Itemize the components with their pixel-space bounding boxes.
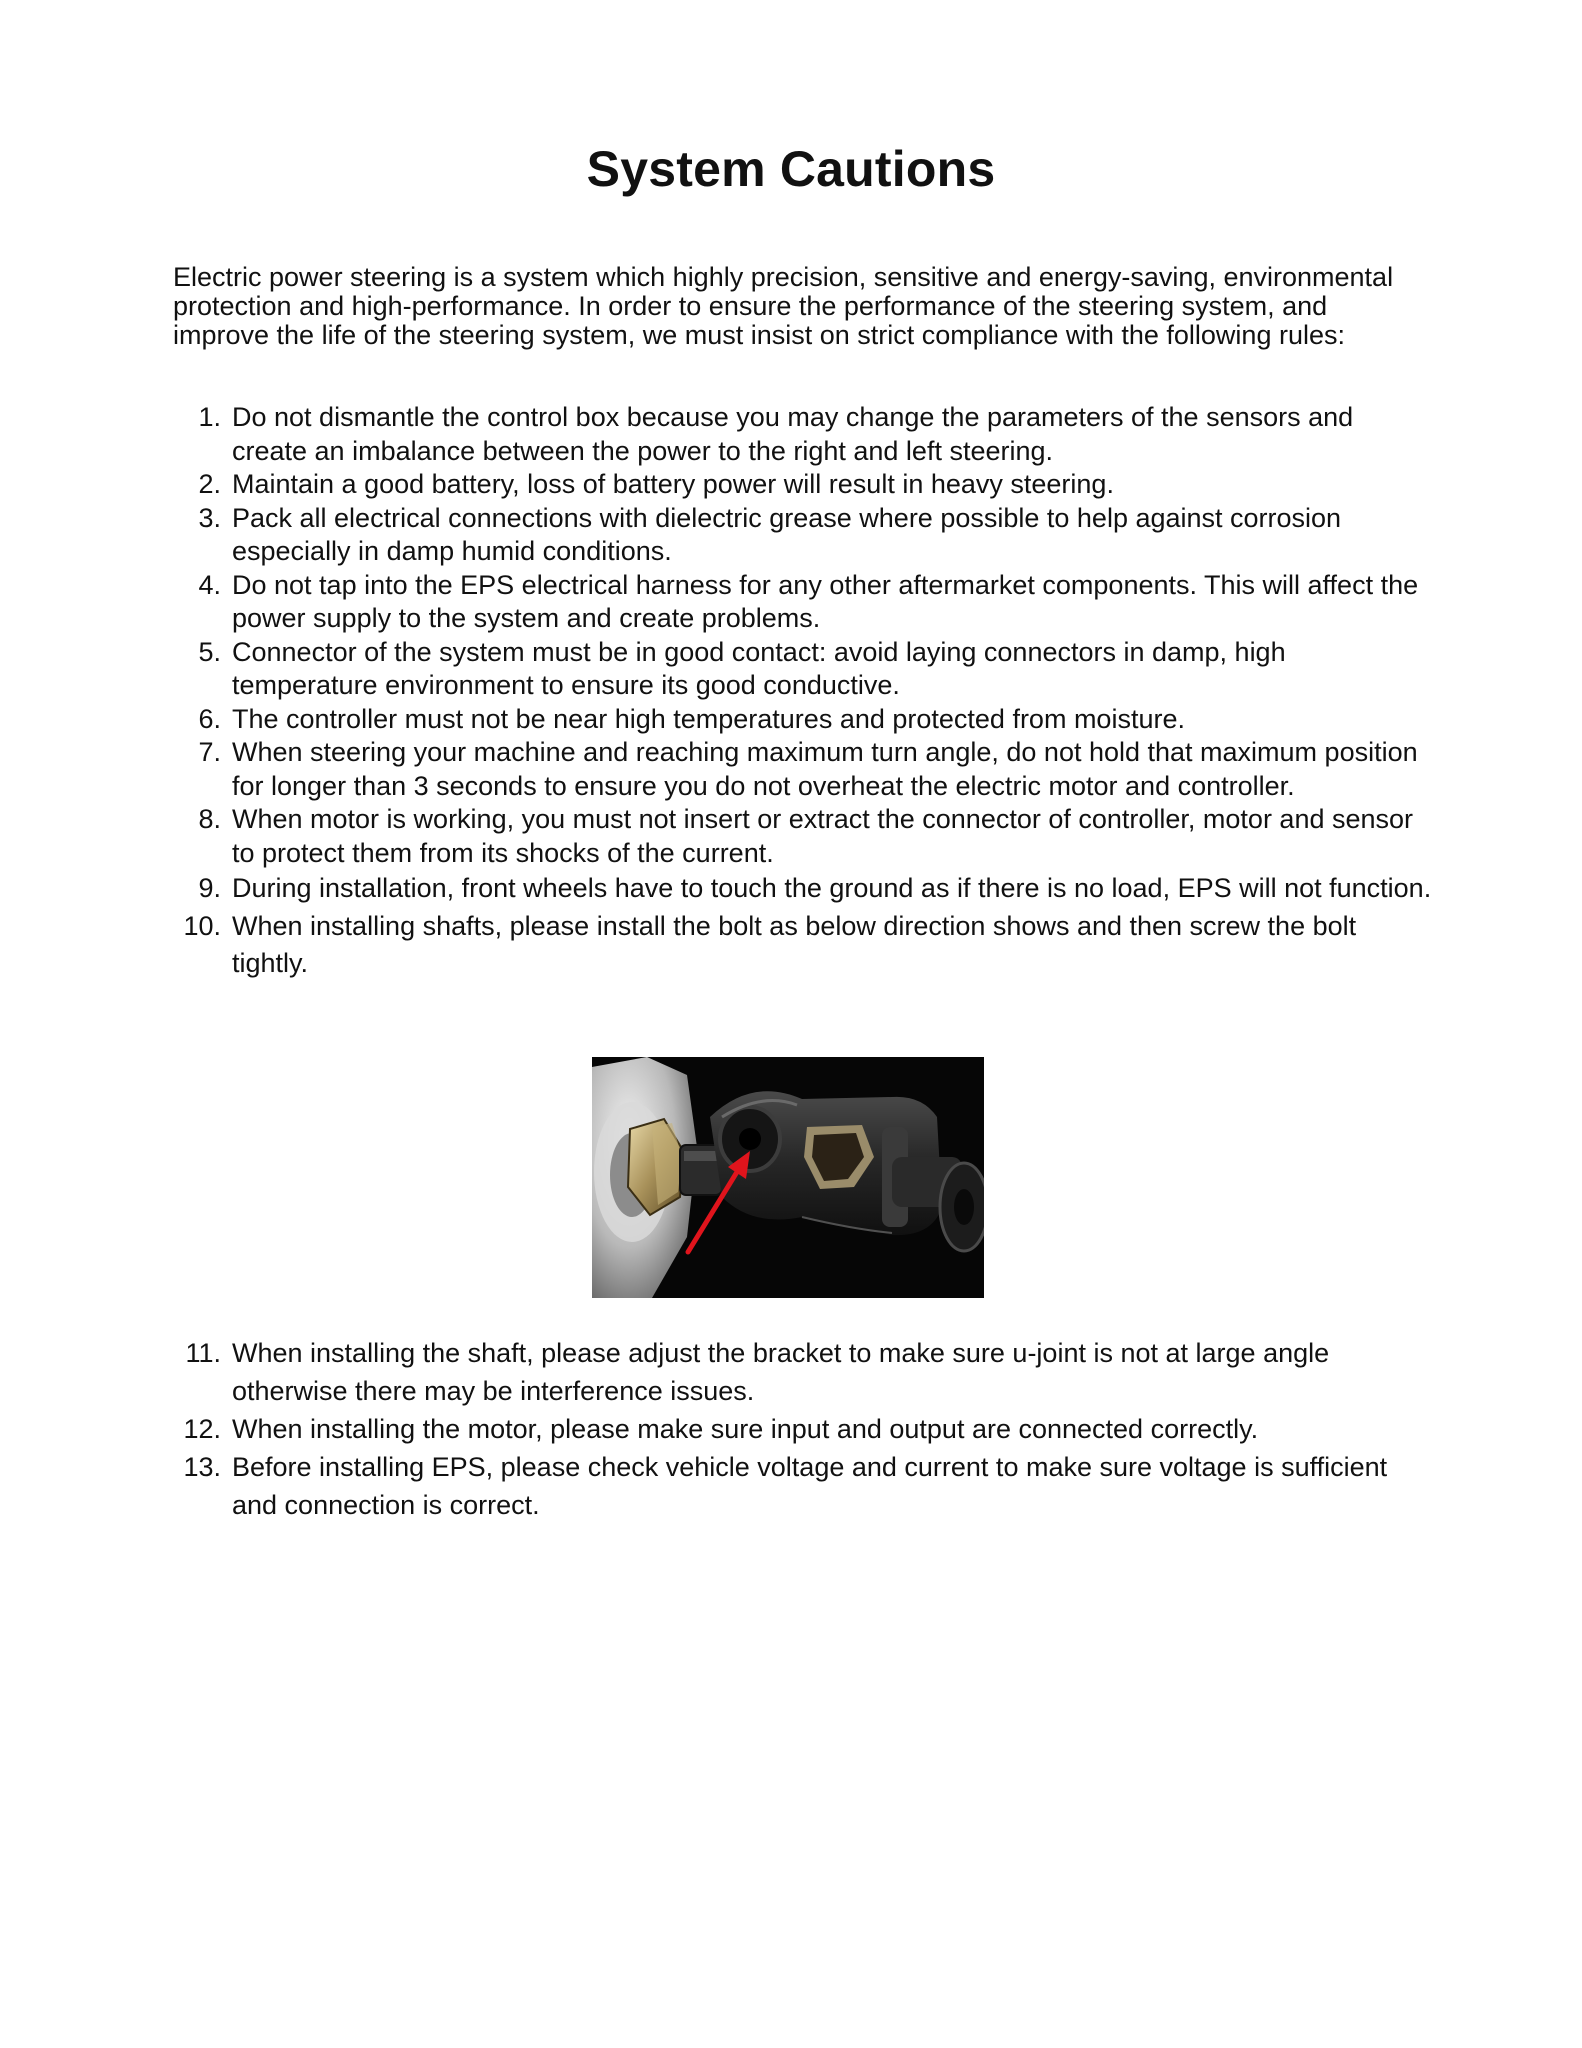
list-item [173, 908, 1433, 983]
list-item-number: 10. [183, 910, 221, 941]
list-item-number: 13. [183, 1452, 221, 1482]
list-item-number: 12. [183, 1414, 221, 1444]
list-item [173, 502, 1433, 569]
rules-list-part1 [173, 401, 1433, 983]
shaft-bolt-photo [592, 1057, 984, 1298]
intro-paragraph: Electric power steering is a system which highly precision, sensitive and energy-saving, environmental protection and high-performance. In order to ensure the performance of the steering system, and improve the life of the steering system, we must insist on strict compliance with the following rules: [173, 262, 1394, 350]
list-item [173, 569, 1433, 636]
list-item [173, 401, 1433, 468]
list-item [173, 870, 1433, 908]
list-item [173, 1334, 1433, 1410]
list-item-number: 1. [198, 402, 221, 432]
list-item [173, 1410, 1433, 1448]
list-item-text: When installing the motor, please make sure input and output are connected correctly. [232, 1414, 1259, 1444]
list-item [173, 703, 1433, 737]
list-item-text: Maintain a good battery, loss of battery power will result in heavy steering. [232, 469, 1114, 499]
list-item [173, 1448, 1433, 1524]
list-item-number: 8. [198, 804, 221, 834]
list-item-text: During installation, front wheels have to touch the ground as if there is no load, EPS will not function. [232, 873, 1432, 903]
list-item-number: 5. [198, 636, 221, 667]
list-item-text: When installing shafts, please install the bolt as below direction shows and then screw the bolt tightly. [232, 910, 1357, 978]
list-item [173, 636, 1433, 703]
rules-list-part2 [173, 1334, 1433, 1524]
list-item-number: 11. [185, 1338, 221, 1368]
list-item-number: 4. [198, 569, 221, 600]
list-item-text: Pack all electrical connections with dielectric grease where possible to help against corrosion especially in damp humid conditions. [232, 502, 1342, 566]
list-item-text: Do not dismantle the control box because you may change the parameters of the sensors and create an imbalance between the power to the right and left steering. [232, 402, 1354, 466]
list-item [173, 468, 1433, 502]
list-item-text: Connector of the system must be in good contact: avoid laying connectors in damp, high temperature environment to ensure its good conductive. [232, 636, 1286, 700]
list-item-number: 3. [198, 502, 221, 533]
list-item-number: 6. [198, 703, 221, 734]
page-title: System Cautions [586, 141, 996, 197]
list-item [173, 803, 1433, 870]
list-item-number: 9. [198, 873, 221, 903]
list-item-text: When installing the shaft, please adjust the bracket to make sure u-joint is not at large angle otherwise there may be interference issues. [232, 1338, 1330, 1406]
list-item-text: When motor is working, you must not insert or extract the connector of controller, motor and sensor to protect them from its shocks of the current. [232, 804, 1414, 868]
list-item-text: Do not tap into the EPS electrical harness for any other aftermarket components. This will affect the power supply to the system and create problems. [232, 569, 1419, 633]
list-item-text: Before installing EPS, please check vehicle voltage and current to make sure voltage is sufficient and connection is correct. [232, 1452, 1388, 1520]
list-item-number: 2. [198, 469, 221, 499]
list-item-number: 7. [198, 737, 221, 767]
list-item-text: When steering your machine and reaching maximum turn angle, do not hold that maximum position for longer than 3 seconds to ensure you do not overheat the electric motor and controller. [232, 737, 1418, 801]
list-item [173, 736, 1433, 803]
list-item-text: The controller must not be near high temperatures and protected from moisture. [232, 703, 1185, 734]
